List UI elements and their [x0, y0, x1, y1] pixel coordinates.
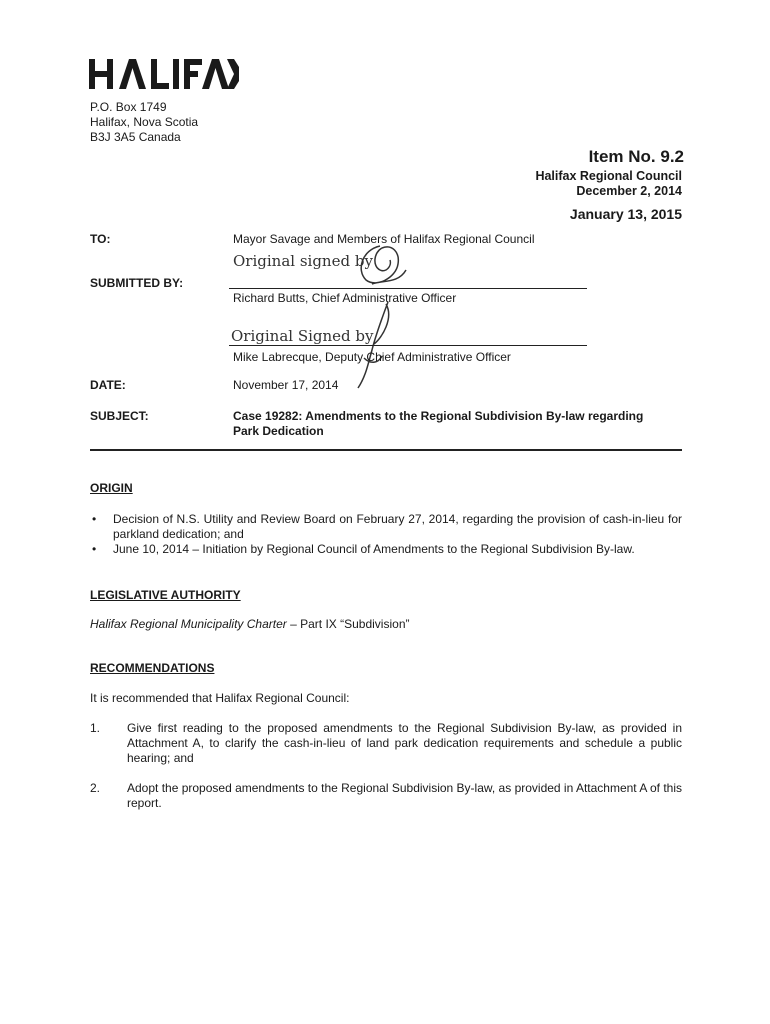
to-value: Mayor Savage and Members of Halifax Regional Council: [233, 232, 535, 246]
signatory-1: Richard Butts, Chief Administrative Officer: [233, 291, 457, 305]
address-line: P.O. Box 1749: [90, 100, 167, 114]
subject-label: SUBJECT:: [90, 409, 149, 423]
signature-2-caption: Original Signed by: [231, 327, 374, 345]
signature-line-1: [229, 288, 587, 289]
recommendation-text: Give first reading to the proposed amendments to the Regional Subdivision By-law, as provided in Attachment A, to clarify the cash-in-lieu of land park dedication requirements and schedule a public hearing; and: [127, 721, 682, 765]
original-meeting-date: December 2, 2014: [576, 184, 682, 198]
signature-1-caption: Original signed by: [233, 252, 373, 270]
section-divider: [90, 449, 682, 451]
address-line: B3J 3A5 Canada: [90, 130, 181, 144]
new-meeting-date: January 13, 2015: [569, 206, 682, 222]
recommendation-text: Adopt the proposed amendments to the Regional Subdivision By-law, as provided in Attachment A of this report.: [127, 781, 683, 810]
recommendations-heading: RECOMMENDATIONS: [90, 661, 215, 675]
bullet-icon: •: [92, 542, 97, 556]
origin-list: [90, 512, 682, 557]
charter-name: Halifax Regional Municipality Charter: [90, 617, 287, 631]
date-value: November 17, 2014: [233, 378, 339, 392]
mailing-address: [90, 100, 198, 145]
date-label: DATE:: [90, 378, 126, 392]
item-number: Item No. 9.2: [588, 147, 684, 166]
subject-value: [233, 409, 643, 439]
submitted-by-label: SUBMITTED BY:: [90, 276, 184, 290]
to-label: TO:: [90, 232, 111, 246]
subject-line: Case 19282: Amendments to the Regional Subdivision By-law regarding: [233, 409, 644, 423]
signature-2-scribble: [338, 298, 398, 394]
origin-heading: ORIGIN: [90, 481, 133, 495]
charter-part: – Part IX “Subdivision”: [286, 617, 410, 631]
address-line: Halifax, Nova Scotia: [90, 115, 199, 129]
signatory-2: Mike Labrecque, Deputy Chief Administrative Officer: [233, 350, 511, 364]
subject-line: Park Dedication: [233, 424, 324, 438]
meeting-info: [535, 169, 682, 199]
signature-line-2: [229, 345, 587, 346]
legislative-text: [90, 617, 682, 632]
recommendations-list: [90, 721, 682, 811]
legislative-heading: LEGISLATIVE AUTHORITY: [90, 588, 241, 602]
bullet-icon: •: [92, 512, 97, 526]
recommendations-intro: It is recommended that Halifax Regional Council:: [90, 691, 350, 705]
recommendation-item: [90, 721, 682, 766]
signature-1-scribble: [352, 240, 412, 290]
recommendation-item: [90, 781, 682, 811]
list-item: • June 10, 2014 – Initiation by Regional Council of Amendments to the Regional Subdivision By-law.: [92, 542, 635, 556]
recommendation-number: 2.: [90, 781, 101, 795]
council-name: Halifax Regional Council: [535, 169, 682, 183]
list-item: • Decision of N.S. Utility and Review Board on February 27, 2014, regarding the provision of cash-in-lieu for parkland dedication; and: [92, 512, 682, 541]
recommendation-number: 1.: [90, 721, 101, 735]
halifax-logo: [89, 57, 239, 91]
